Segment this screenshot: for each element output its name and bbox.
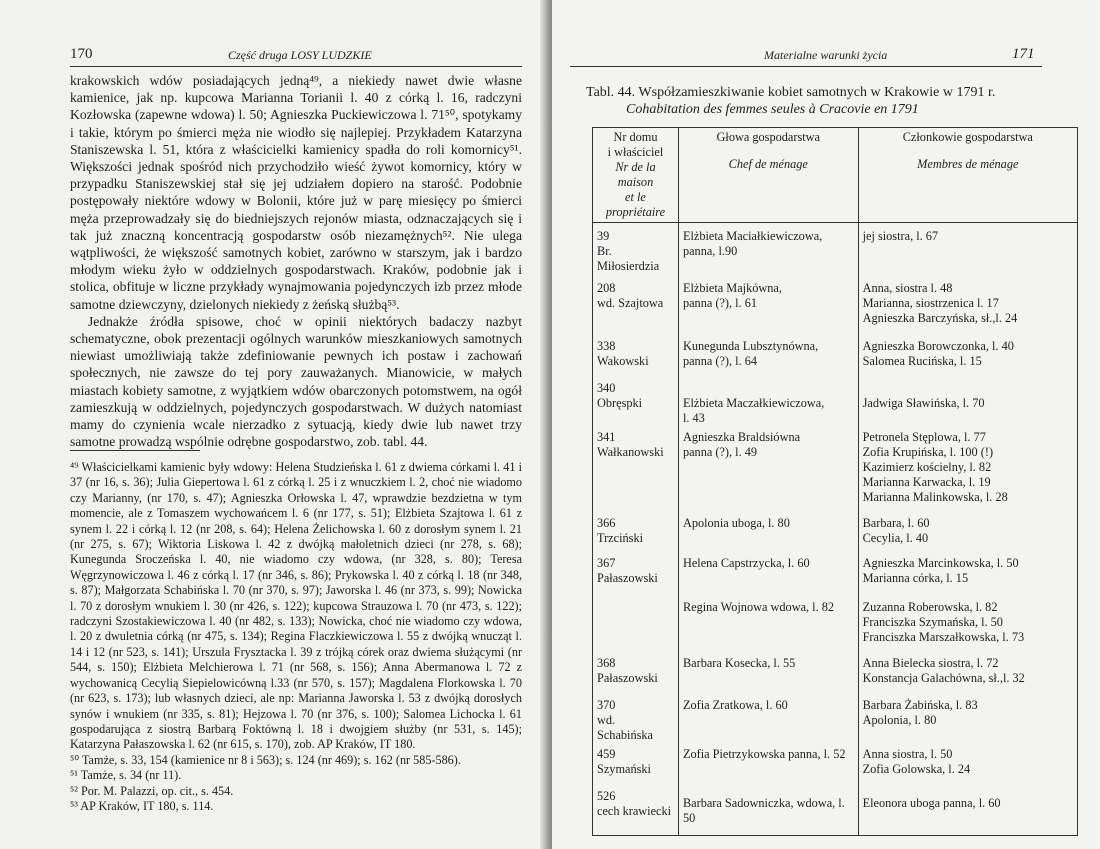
header-members xyxy=(858,128,1077,223)
cell-members: Agnieszka Marcinkowska, l. 50 Marianna córka, l. 15 xyxy=(858,554,1077,598)
cell-head: Elżbieta Majkówna, panna (?), l. 61 xyxy=(678,279,858,337)
footnote-53: ⁵³ AP Kraków, IT 180, s. 114. xyxy=(70,798,214,813)
table-row xyxy=(593,654,1078,696)
footnote-51: ⁵¹ Tamże, s. 34 (nr 11). xyxy=(70,768,182,783)
cell-house: 341 Wałkanowski xyxy=(593,428,679,514)
table-row xyxy=(593,696,1078,745)
paragraph-2: Jednakże źródła spisowe, choć w opinii niektórych badaczy nazbyt schematyczne, obok prezentacji ogólnych warunków mieszkaniowych samotnych niewiast umożliwiają także zdefiniowanie pewnych ich postaw i zachowań społecznych, nie zawsze do tej pory zauważanych. Mianowicie, w małych miastach kobiety samotne, z wyjątkiem wdów obarczonych potomstwem, na ogół zamieszkują w oddzielnych, pojedynczych gospodarstwach. W dużych natomiast mamy do czynienia wcale nierzadko z sytuacją, kiedy dwie lub nawet trzy samotne prowadzą wspólnie odrębne gospodarstwo, zob. tabl. 44. xyxy=(70,313,522,450)
cell-house: 368 Pałaszowski xyxy=(593,654,679,696)
cell-members: jej siostra, l. 67 xyxy=(858,223,1077,280)
header-members-fr: Membres de ménage xyxy=(917,157,1019,171)
header-head-fr: Chef de ménage xyxy=(728,157,808,171)
cell-head: Barbara Kosecka, l. 55 xyxy=(678,654,858,696)
cell-members: Zuzanna Roberowska, l. 82 Franciszka Szymańska, l. 50 Franciszka Marszałkowska, l. 73 xyxy=(858,598,1077,654)
cell-head: Zofia Pietrzykowska panna, l. 52 xyxy=(678,745,858,787)
right-page xyxy=(552,0,1100,849)
running-head-right: Materialne warunki życia xyxy=(764,48,888,62)
header-house xyxy=(593,128,679,223)
cell-house: 39 Br. Miłosierdzia xyxy=(593,223,679,280)
header-rule-left xyxy=(70,66,522,67)
table-row xyxy=(593,598,1078,654)
page-number-right: 171 xyxy=(1012,46,1035,62)
cell-head: Barbara Sadowniczka, wdowa, l. 50 xyxy=(678,787,858,836)
cell-house xyxy=(593,598,679,654)
footnote-49: ⁴⁹ Właścicielkami kamienic były wdowy: Helena Studzieńska l. 61 z dwiema córkami l. 41 i 37 (nr 16, s. 36); Julia Giepertowa l. 61 z córką l. 25 i z wnuczkiem l. 2, choć nie wiadomo czy Marianny, (nr 170, s. 47); Agnieszka Orłowska l. 47, wprawdzie bezdzietna w tym momencie, ale z Tomaszem wychowańcem l. 6 (nr 177, s. 51); Elżbieta Szajtowa l. 61 z synem l. 22 i córką l. 12 (nr 208, s. 64); Helena Żelichowska l. 60 z dorosłym synem l. 21 (nr 275, s. 67); Wiktoria Liskowa l. 42 z dwójką małoletnich dzieci (nr 278, s. 68); Kunegunda Sroczeńska l. 40, nie wiadomo czy wdowa, (nr 328, s. 80); Teresa Węgrzynowiczowa l. 46 z córką l. 17 (nr 346, s. 86); Prykowska l. 40 z córką l. 18 (nr 348, s. 87); Małgorzata Schabińska l. 70 (nr 370, s. 97); Jaworska l. 46 (nr 373, s. 99); Nowicka l. 70 z dorosłym wnukiem l. 30 (nr 426, s. 122); kupcowa Strauzowa l. 70 (nr 473, s. 122); radczyni Szostakiewiczowa l. 40 (nr 482, s. 133); Nowicka, choć nie wiadomo czy wdowa, l. 20 z dwuletnia córką (nr 475, s. 134); Regina Flaczkiewiczowa l. 55 z dwójką wnucząt l. 14 i 12 (nr 523, s. 141); Urszula Frysztacka l. 39 z trójką córek oraz dwiema służącymi (nr 544, s. 150); Elżbieta Melchierowa l. 71 (nr 568, s. 156); Anna Abermanowa l. 72 z wychowanicą Cecylią Siepielowicówną l.33 (nr 570, s. 157); Magdalena Florkowska l. 70 (nr 623, s. 173); lub własnych dzieci, ale np: Marianna Jaworska l. 53 z dwójką dorosłych synów i wnukiem (nr 335, s. 81); Hejzowa l. 70 (nr 376, s. 100); Salomea Lichocka l. 61 gospodarująca z siostrą Barbarą Foktówną l. 18 i dwojgiem służby (nr 531, s. 145); Katarzyna Pałaszowska l. 62 (nr 615, s. 170), zob. AP Kraków, IT 180. xyxy=(70,460,522,752)
cell-head: Apolonia uboga, l. 80 xyxy=(678,514,858,554)
table-header-row xyxy=(593,128,1078,223)
cell-head: Kunegunda Lubsztynówna, panna (?), l. 64 xyxy=(678,337,858,379)
cohabitation-table xyxy=(592,127,1078,836)
cell-house: 338 Wakowski xyxy=(593,337,679,379)
cell-house: 366 Trzciński xyxy=(593,514,679,554)
header-members-pl: Członkowie gospodarstwa xyxy=(902,130,1033,144)
table-caption: Tabl. 44. Współzamieszkiwanie kobiet samotnych w Krakowie w 1791 r. xyxy=(586,85,996,100)
cell-house: 340 Obręspki xyxy=(593,379,679,428)
cell-members: Petronela Stęplowa, l. 77 Zofia Krupińska, l. 100 (!) Kazimierz kościelny, l. 82 Marianna Karwacka, l. 19 Marianna Malinkowska, l. 28 xyxy=(858,428,1077,514)
cell-head: Elżbieta Maciałkiewiczowa, panna, l.90 xyxy=(678,223,858,280)
table-row xyxy=(593,337,1078,379)
table-row xyxy=(593,514,1078,554)
footnote-50: ⁵⁰ Tamże, s. 33, 154 (kamienice nr 8 i 563); s. 124 (nr 469); s. 162 (nr 585-586). xyxy=(70,752,461,767)
cell-house: 459 Szymański xyxy=(593,745,679,787)
footnotes xyxy=(70,460,522,814)
table-row xyxy=(593,428,1078,514)
header-head xyxy=(678,128,858,223)
table-row xyxy=(593,787,1078,836)
cell-house: 370 wd. Schabińska xyxy=(593,696,679,745)
cell-head: Helena Capstrzycka, l. 60 xyxy=(678,554,858,598)
table-row xyxy=(593,223,1078,280)
cell-head: Regina Wojnowa wdowa, l. 82 xyxy=(678,598,858,654)
cell-members: Anna, siostra l. 48 Marianna, siostrzenica l. 17 Agnieszka Barczyńska, sł.,l. 24 xyxy=(858,279,1077,337)
cell-head: Elżbieta Maczałkiewiczowa, l. 43 xyxy=(678,379,858,428)
cell-members: Anna siostra, l. 50 Zofia Golowska, l. 24 xyxy=(858,745,1077,787)
cell-members: Agnieszka Borowczonka, l. 40 Salomea Rucińska, l. 15 xyxy=(858,337,1077,379)
footnote-rule xyxy=(70,450,200,451)
cell-house: 526 cech krawiecki xyxy=(593,787,679,836)
cell-house: 367 Pałaszowski xyxy=(593,554,679,598)
cell-members: Anna Bielecka siostra, l. 72 Konstancja Galachówna, sł.,l. 32 xyxy=(858,654,1077,696)
table-caption-french: Cohabitation des femmes seules à Cracovie en 1791 xyxy=(626,102,919,117)
paragraph-1: krakowskich wdów posiadających jedną⁴⁹, a niekiedy nawet dwie własne kamienice, jak np. kupcowa Marianna Torianii l. 40 z córką l. 16, radczyni Kozłowska (zapewne wdowa) l. 50; Agnieszka Puckiewiczowa l. 71⁵⁰, spotykamy i takie, którym po śmierci męża nie wiodło się najlepiej. Przykładem Katarzyna Staniszewska l. 51, która z właścicielki kamienicy spadła do roli komornicy⁵¹. Większości jednak spośród nich przychodziło wieść żywot komornicy, który w przypadku Staniszewskiej stał się jej udziałem dopiero na starość. Podobnie postępowały niektóre wdowy w Bolonii, które już w parę miesięcy po śmierci męża przeprowadzały się do biedniejszych rejonów miasta, odznaczających się i tak już znaczną koncentracją gospodarstw osób niezamężnych⁵². Nie ulega wątpliwości, że większość samotnych kobiet, zarówno w starszym, jak i bardzo młodym wieku żyło w oddzielnych gospodarstwach. Kraków, podobnie jak i stolica, obfituje w liczne przykłady wynajmowania pojedynczych izb przez młode samotne dziewczyny, dzielonych niekiedy z żeńską służbą⁵³. xyxy=(70,73,522,312)
footnote-52: ⁵² Por. M. Palazzi, op. cit., s. 454. xyxy=(70,783,234,798)
cell-head: Agnieszka Braldsiówna panna (?), l. 49 xyxy=(678,428,858,514)
cell-members: Jadwiga Sławińska, l. 70 xyxy=(858,379,1077,428)
header-head-pl: Głowa gospodarstwa xyxy=(716,130,820,144)
header-rule-right xyxy=(570,66,1042,67)
left-page xyxy=(0,0,548,849)
running-head-left: Część druga LOSY LUDZKIE xyxy=(228,48,372,62)
cell-house: 208 wd. Szajtowa xyxy=(593,279,679,337)
header-house-fr: Nr de la maison et le propriétaire xyxy=(605,160,666,219)
header-house-pl: Nr domu i właściciel xyxy=(607,130,664,159)
table-row xyxy=(593,279,1078,337)
cell-members: Barbara Żabińska, l. 83 Apolonia, l. 80 xyxy=(858,696,1077,745)
cell-members: Barbara, l. 60 Cecylia, l. 40 xyxy=(858,514,1077,554)
cell-head: Zofia Zratkowa, l. 60 xyxy=(678,696,858,745)
table-row xyxy=(593,379,1078,428)
cell-members: Eleonora uboga panna, l. 60 xyxy=(858,787,1077,836)
table-row xyxy=(593,745,1078,787)
page-number-left: 170 xyxy=(70,46,93,62)
main-text-left xyxy=(70,72,522,450)
table-row xyxy=(593,554,1078,598)
